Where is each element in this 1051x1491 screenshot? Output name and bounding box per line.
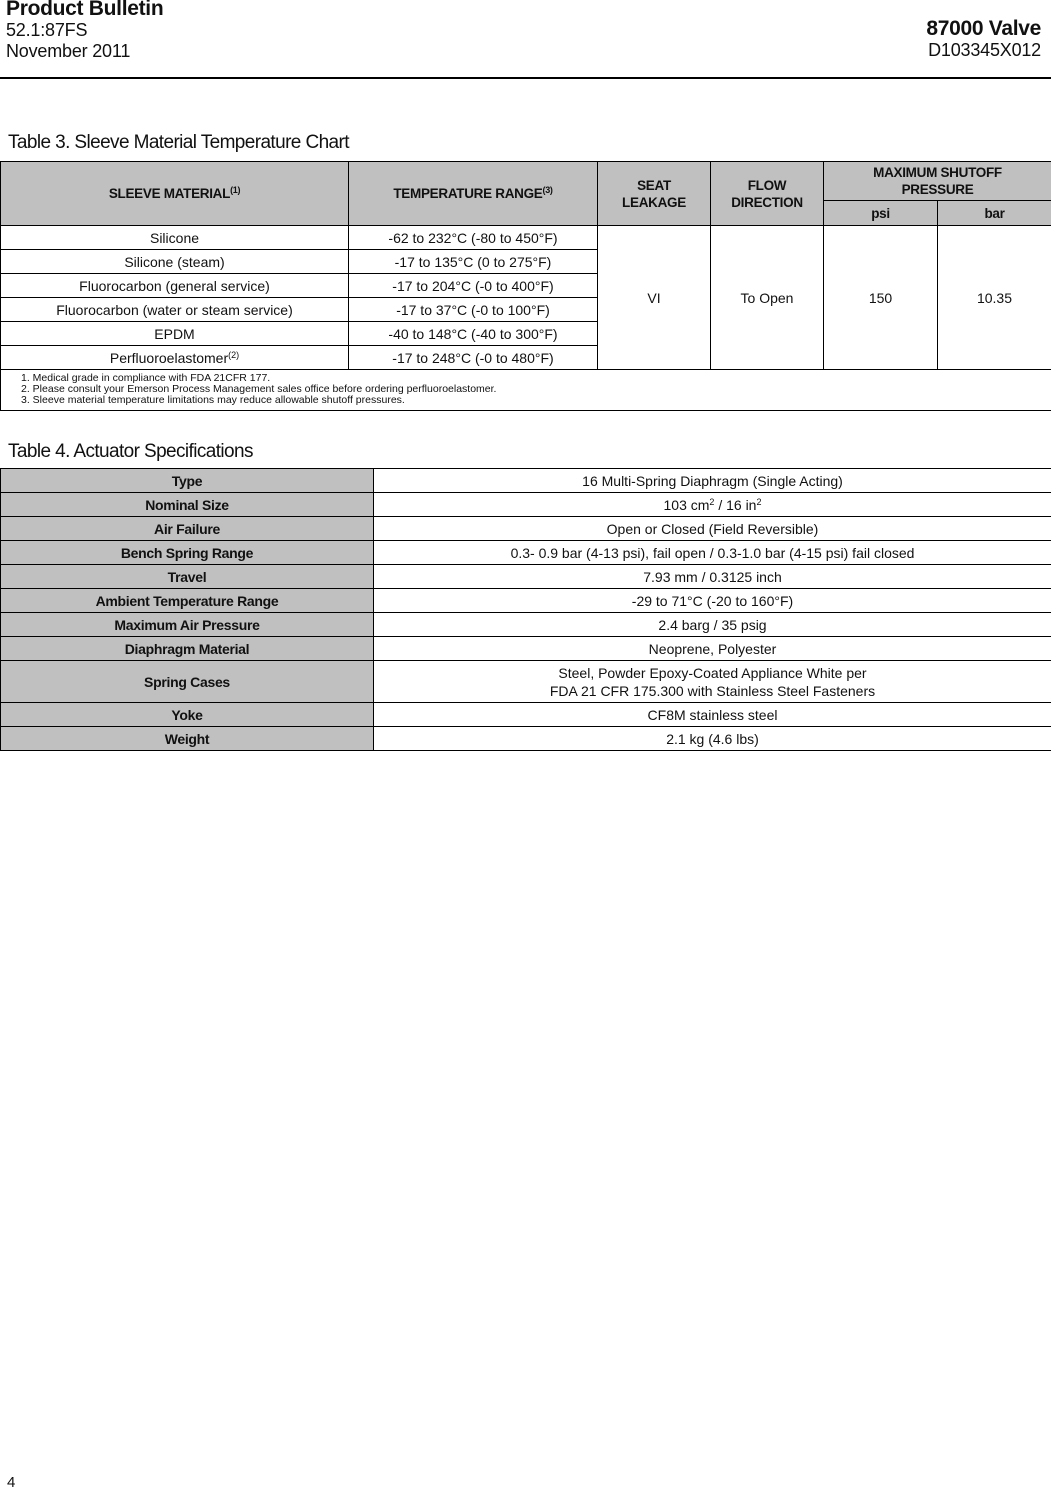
table-row bbox=[1, 727, 1051, 751]
material-cell: Fluorocarbon (water or steam service) bbox=[1, 298, 349, 322]
spec-label: Diaphragm Material bbox=[1, 637, 374, 661]
page-number: 4 bbox=[7, 1474, 16, 1491]
spec-label: Air Failure bbox=[1, 517, 374, 541]
spec-label: Yoke bbox=[1, 703, 374, 727]
spec-value: 7.93 mm / 0.3125 inch bbox=[374, 565, 1051, 589]
header-left bbox=[6, 0, 163, 62]
spec-value: CF8M stainless steel bbox=[374, 703, 1051, 727]
material-cell: Silicone (steam) bbox=[1, 250, 349, 274]
bulletin-title: Product Bulletin bbox=[6, 0, 164, 20]
header-divider bbox=[0, 77, 1051, 79]
header-temperature-range: TEMPERATURE RANGE$^{(3)}$ bbox=[349, 162, 598, 226]
spec-label: Type bbox=[1, 469, 374, 493]
header-bar: bar bbox=[938, 201, 1051, 226]
range-cell: -17 to 135°C (0 to 275°F) bbox=[349, 250, 598, 274]
part-number: D103345X012 bbox=[928, 40, 1041, 60]
product-title: 87000 Valve bbox=[926, 17, 1041, 40]
spec-value: 16 Multi-Spring Diaphragm (Single Acting) bbox=[374, 469, 1051, 493]
spec-value: 0.3- 0.9 bar (4-13 psi), fail open / 0.3-1.0 bar (4-15 psi) fail closed bbox=[374, 541, 1051, 565]
footnote: 1. Medical grade in compliance with FDA 21CFR 177. bbox=[21, 372, 271, 384]
table-row bbox=[1, 589, 1051, 613]
psi-cell: 150 bbox=[824, 226, 938, 370]
table-notes-row bbox=[1, 370, 1051, 411]
header-right bbox=[926, 17, 1041, 61]
sleeve-material-table bbox=[0, 161, 1051, 411]
range-cell: -40 to 148°C (-40 to 300°F) bbox=[349, 322, 598, 346]
spec-label: Maximum Air Pressure bbox=[1, 613, 374, 637]
header-flow-direction: FLOW DIRECTION bbox=[711, 162, 824, 226]
table-row bbox=[1, 613, 1051, 637]
spec-label: Spring Cases bbox=[1, 661, 374, 703]
table-row bbox=[1, 493, 1051, 517]
table-row bbox=[1, 517, 1051, 541]
header-sleeve-material: SLEEVE MATERIAL$^{(1)}$ bbox=[1, 162, 349, 226]
spec-value: -29 to 71°C (-20 to 160°F) bbox=[374, 589, 1051, 613]
range-cell: -62 to 232°C (-80 to 450°F) bbox=[349, 226, 598, 250]
table-row bbox=[1, 703, 1051, 727]
material-cell: Fluorocarbon (general service) bbox=[1, 274, 349, 298]
table4-caption: Table 4. Actuator Specifications bbox=[8, 441, 253, 462]
material-cell: Silicone bbox=[1, 226, 349, 250]
spec-label: Travel bbox=[1, 565, 374, 589]
range-cell: -17 to 204°C (-0 to 400°F) bbox=[349, 274, 598, 298]
spec-value: 2.4 barg / 35 psig bbox=[374, 613, 1051, 637]
table3-footnotes bbox=[1, 370, 1051, 411]
table-row bbox=[1, 469, 1051, 493]
publication-date: November 2011 bbox=[6, 41, 131, 61]
table-row bbox=[1, 541, 1051, 565]
flow-direction-cell: To Open bbox=[711, 226, 824, 370]
spec-label: Bench Spring Range bbox=[1, 541, 374, 565]
spec-value: Neoprene, Polyester bbox=[374, 637, 1051, 661]
table-row bbox=[1, 661, 1051, 703]
document-number: 52.1:87FS bbox=[6, 20, 88, 40]
spec-label: Weight bbox=[1, 727, 374, 751]
spec-label: Nominal Size bbox=[1, 493, 374, 517]
material-cell: EPDM bbox=[1, 322, 349, 346]
bar-cell: 10.35 bbox=[938, 226, 1051, 370]
header-seat-leakage: SEAT LEAKAGE bbox=[598, 162, 711, 226]
range-cell: -17 to 37°C (-0 to 100°F) bbox=[349, 298, 598, 322]
seat-leakage-cell: VI bbox=[598, 226, 711, 370]
spec-value: 103 $cm^2 / 16$ $in^2$ bbox=[374, 493, 1051, 517]
spec-value: 2.1 kg (4.6 lbs) bbox=[374, 727, 1051, 751]
spec-value: Steel, Powder Epoxy-Coated Appliance White per FDA 21 CFR 175.300 with Stainless Steel Fasteners bbox=[374, 661, 1051, 703]
spec-label: Ambient Temperature Range bbox=[1, 589, 374, 613]
material-cell: Perfluoroelastomer$^{(2)}$ bbox=[1, 346, 349, 370]
header-max-shutoff-pressure: MAXIMUM SHUTOFF PRESSURE bbox=[824, 162, 1051, 201]
table-row bbox=[1, 226, 1051, 250]
footnote: 2. Please consult your Emerson Process Management sales office before ordering perfluoroelastomer. bbox=[21, 383, 497, 395]
header-psi: psi bbox=[824, 201, 938, 226]
table-row bbox=[1, 637, 1051, 661]
range-cell: -17 to 248°C (-0 to 480°F) bbox=[349, 346, 598, 370]
actuator-specifications-table bbox=[0, 468, 1051, 751]
table3-caption: Table 3. Sleeve Material Temperature Chart bbox=[8, 132, 349, 153]
footnote: 3. Sleeve material temperature limitations may reduce allowable shutoff pressures. bbox=[21, 394, 405, 406]
spec-value: Open or Closed (Field Reversible) bbox=[374, 517, 1051, 541]
table-row bbox=[1, 565, 1051, 589]
